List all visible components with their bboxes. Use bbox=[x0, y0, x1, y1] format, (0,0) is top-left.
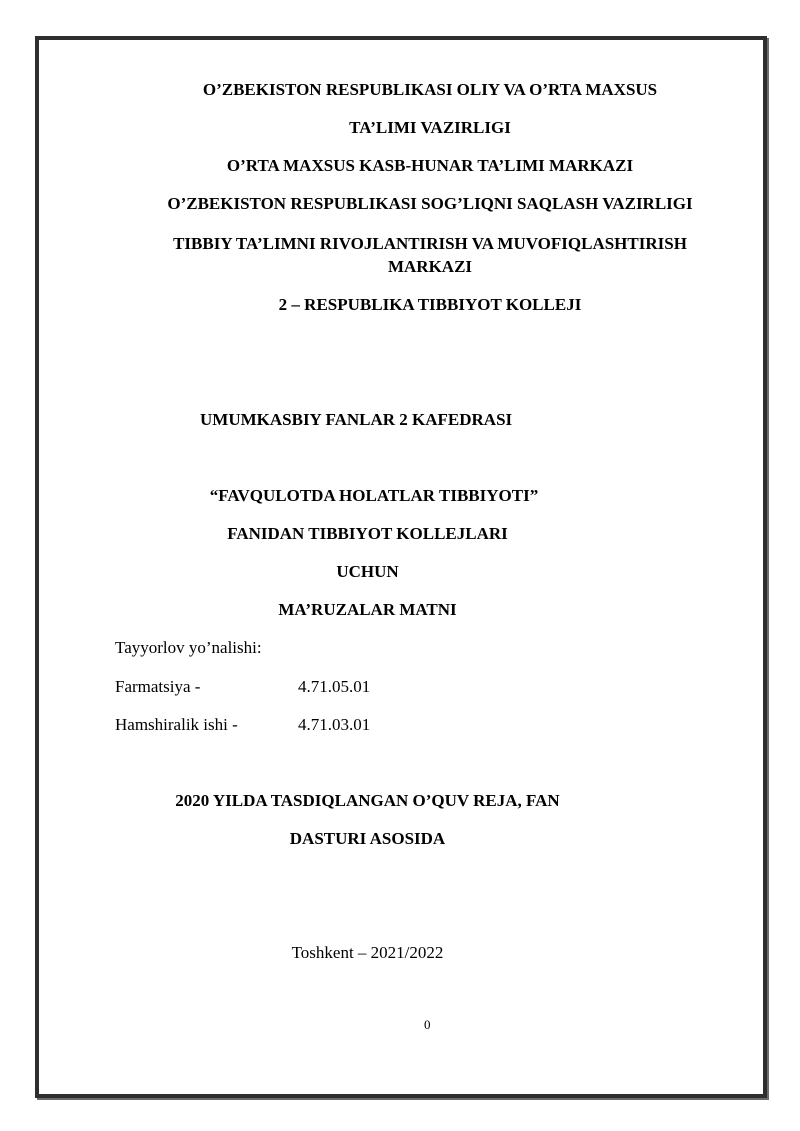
basis-line-1: 2020 YILDA TASDIQLANGAN O’QUV REJA, FAN bbox=[175, 791, 560, 810]
ministry-line-1: O’ZBEKISTON RESPUBLIKASI OLIY VA O’RTA MAXSUS bbox=[202, 80, 658, 99]
page-number: 0 bbox=[424, 1017, 431, 1032]
direction-code-1: 4.71.05.01 bbox=[298, 677, 371, 696]
city-year: Toshkent – 2021/2022 bbox=[291, 943, 444, 962]
center-line: O’RTA MAXSUS KASB-HUNAR TA’LIMI MARKAZI bbox=[226, 156, 634, 175]
subject-line-4: MA’RUZALAR MATNI bbox=[278, 600, 457, 619]
basis-line-2: DASTURI ASOSIDA bbox=[289, 829, 446, 848]
direction-name-1: Farmatsiya - bbox=[115, 677, 201, 696]
subject-line-3: UCHUN bbox=[336, 562, 399, 581]
dev-center-line-2: MARKAZI bbox=[387, 257, 473, 276]
direction-code-2: 4.71.03.01 bbox=[298, 715, 371, 734]
ministry-line-2: TA’LIMI VAZIRLIGI bbox=[349, 118, 511, 137]
subject-title: “FAVQULOTDA HOLATLAR TIBBIYOTI” bbox=[209, 486, 539, 505]
college-name: 2 – RESPUBLIKA TIBBIYOT KOLLEJI bbox=[278, 295, 582, 314]
subject-line-2: FANIDAN TIBBIYOT KOLLEJLARI bbox=[227, 524, 508, 543]
direction-name-2: Hamshiralik ishi - bbox=[115, 715, 238, 734]
department-name: UMUMKASBIY FANLAR 2 KAFEDRASI bbox=[200, 410, 513, 429]
dev-center-line-1: TIBBIY TA’LIMNI RIVOJLANTIRISH VA MUVOFIQLASHTIRISH bbox=[173, 234, 687, 253]
health-ministry-line: O’ZBEKISTON RESPUBLIKASI SOG’LIQNI SAQLASH VAZIRLIGI bbox=[167, 194, 693, 213]
directions-label: Tayyorlov yo’nalishi: bbox=[115, 638, 262, 657]
